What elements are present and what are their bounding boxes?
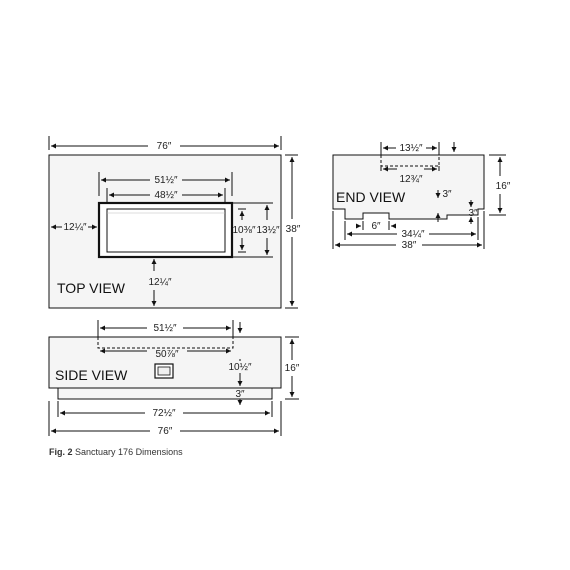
left-offset-dim: 12¼″ <box>63 222 87 233</box>
end-view <box>333 142 511 251</box>
end-height-dim: 16″ <box>495 181 511 192</box>
opening-inner-depth-dim: 10⅜″ <box>232 225 256 236</box>
top-opening-inner <box>107 209 225 252</box>
top-depth-dim: 38″ <box>285 224 301 235</box>
top-width-dim: 76″ <box>156 141 172 152</box>
opening-outer-depth-dim: 13½″ <box>256 225 280 236</box>
side-height-dim: 16″ <box>284 363 300 374</box>
end-base-width-dim: 34¼″ <box>401 229 425 240</box>
side-width-dim: 76″ <box>157 426 173 437</box>
end-top-width-dim: 13½″ <box>399 143 423 154</box>
figure-title: Sanctuary 176 Dimensions <box>75 447 183 457</box>
side-top-width-dim: 51½″ <box>153 323 177 334</box>
side-base-width-dim: 72½″ <box>152 408 176 419</box>
end-view-outline <box>333 155 484 219</box>
end-inner-width-dim: 12¾″ <box>399 174 423 185</box>
side-inner-width-dim: 50⅞″ <box>155 349 179 360</box>
end-view-label: END VIEW <box>336 189 406 205</box>
end-notch-height-dim: 3″ <box>442 189 452 200</box>
opening-outer-width-dim: 51½″ <box>154 175 178 186</box>
figure-number: Fig. 2 <box>49 447 73 457</box>
figure-caption <box>49 447 183 457</box>
side-body-height-dim: 10½″ <box>228 362 252 373</box>
top-view <box>49 136 301 308</box>
side-handle-inner <box>158 367 170 375</box>
front-offset-dim: 12¼″ <box>148 277 172 288</box>
side-view-label: SIDE VIEW <box>55 367 128 383</box>
side-view <box>49 320 300 437</box>
end-step-dim: 3″ <box>468 208 478 219</box>
top-view-label: TOP VIEW <box>57 280 125 296</box>
end-width-dim: 38″ <box>401 240 417 251</box>
end-notch-width-dim: 6″ <box>371 221 381 232</box>
opening-inner-width-dim: 48½″ <box>154 190 178 201</box>
side-base-height-dim: 3″ <box>235 389 245 400</box>
